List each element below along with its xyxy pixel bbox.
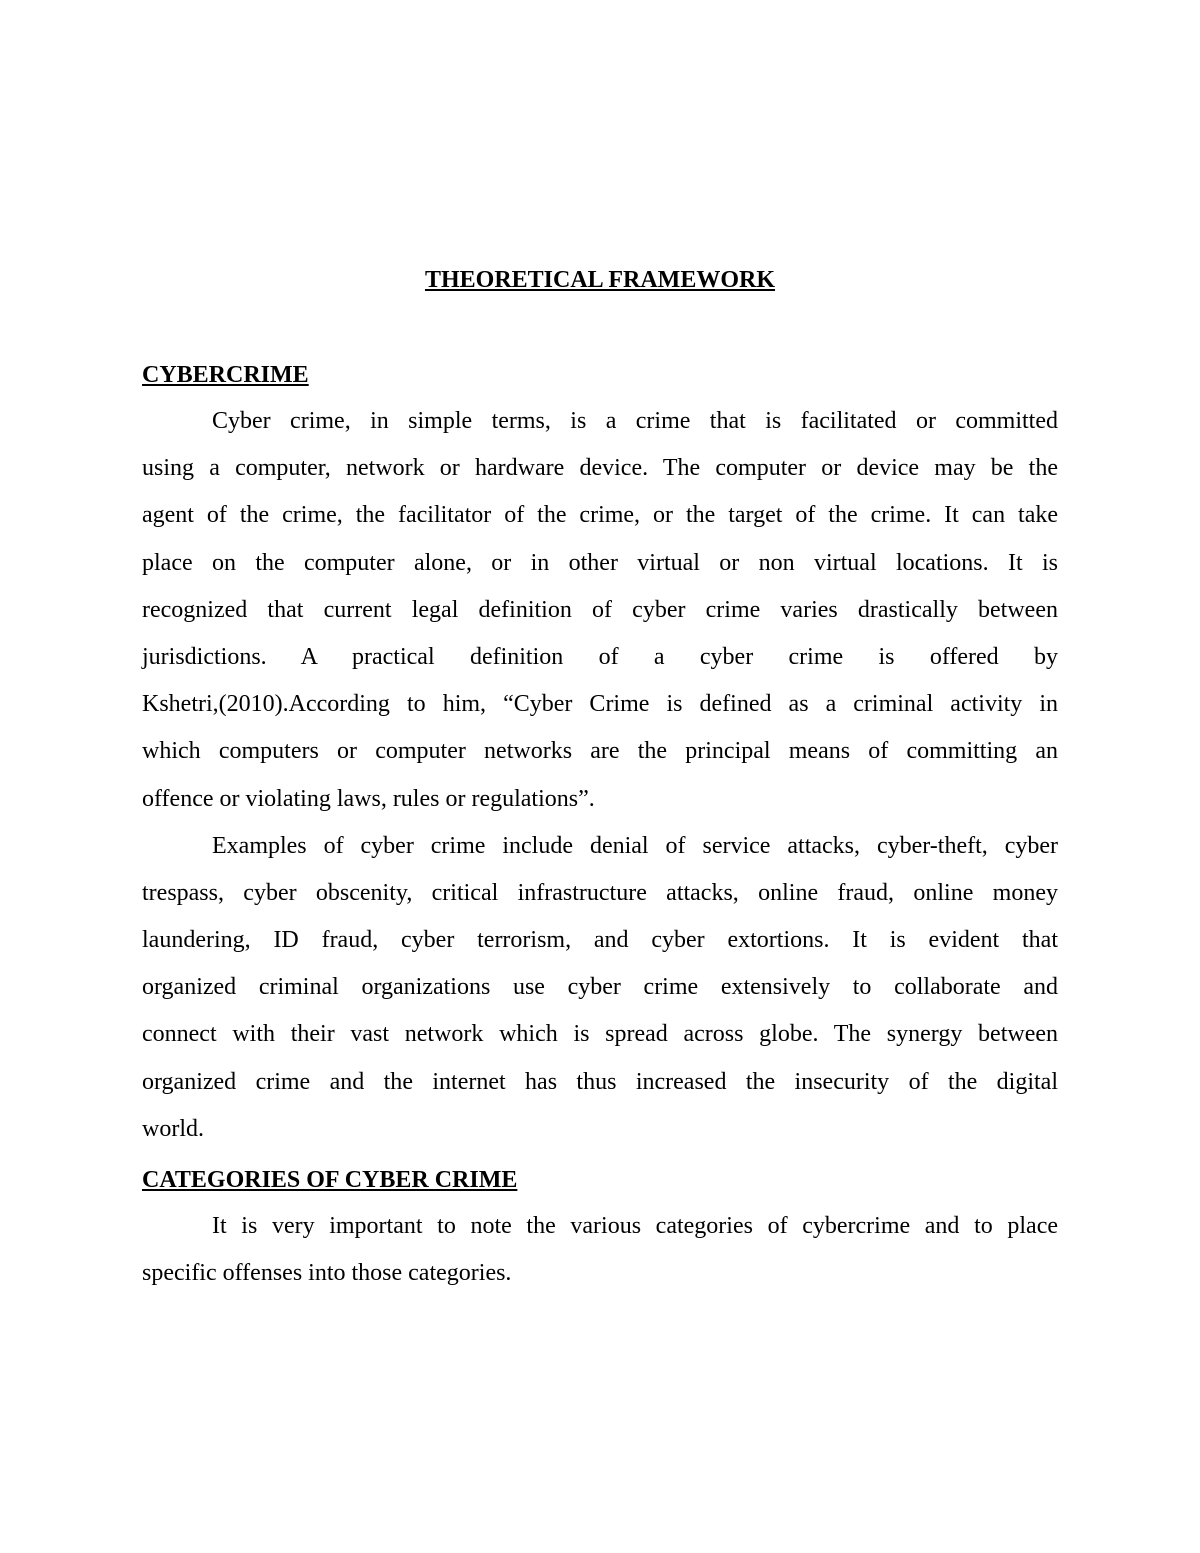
paragraph-line: Cyber crime, in simple terms, is a crime that is facilitated or committed <box>212 408 1058 434</box>
section-heading-cybercrime: CYBERCRIME <box>142 362 309 388</box>
cybercrime-body <box>142 398 1058 1153</box>
paragraph-line: agent of the crime, the facilitator of the crime, or the target of the crime. It can take <box>142 502 1058 529</box>
paragraph-line: recognized that current legal definition of cyber crime varies drastically between <box>142 596 1058 623</box>
paragraph-line: organized criminal organizations use cyber crime extensively to collaborate and <box>142 974 1058 1001</box>
page-title: THEORETICAL FRAMEWORK <box>424 267 776 293</box>
paragraph-line: Examples of cyber crime include denial of service attacks, cyber-theft, cyber <box>212 832 1058 859</box>
paragraph-line: place on the computer alone, or in other virtual or non virtual locations. It is <box>142 549 1058 576</box>
categories-body <box>142 1203 1058 1297</box>
paragraph-line: world. <box>142 1115 204 1142</box>
paragraph-line: jurisdictions. A practical definition of a cyber crime is offered by <box>142 643 1058 670</box>
section-heading-categories: CATEGORIES OF CYBER CRIME <box>142 1167 518 1193</box>
paragraph-line: organized crime and the internet has thus increased the insecurity of the digital <box>142 1068 1058 1095</box>
paragraph-line: Kshetri,(2010).According to him, “Cyber Crime is defined as a criminal activity in <box>142 691 1058 718</box>
paragraph-line: which computers or computer networks are the principal means of committing an <box>142 738 1058 765</box>
paragraph-line: connect with their vast network which is spread across globe. The synergy between <box>142 1021 1058 1048</box>
paragraph-line: using a computer, network or hardware device. The computer or device may be the <box>142 455 1058 482</box>
paragraph-line: laundering, ID fraud, cyber terrorism, and cyber extortions. It is evident that <box>142 927 1058 954</box>
paragraph-line: trespass, cyber obscenity, critical infrastructure attacks, online fraud, online money <box>142 879 1058 906</box>
paragraph-line: specific offenses into those categories. <box>142 1260 512 1287</box>
paragraph-line: offence or violating laws, rules or regulations”. <box>142 785 595 812</box>
paragraph-line: It is very important to note the various categories of cybercrime and to place <box>212 1213 1058 1239</box>
